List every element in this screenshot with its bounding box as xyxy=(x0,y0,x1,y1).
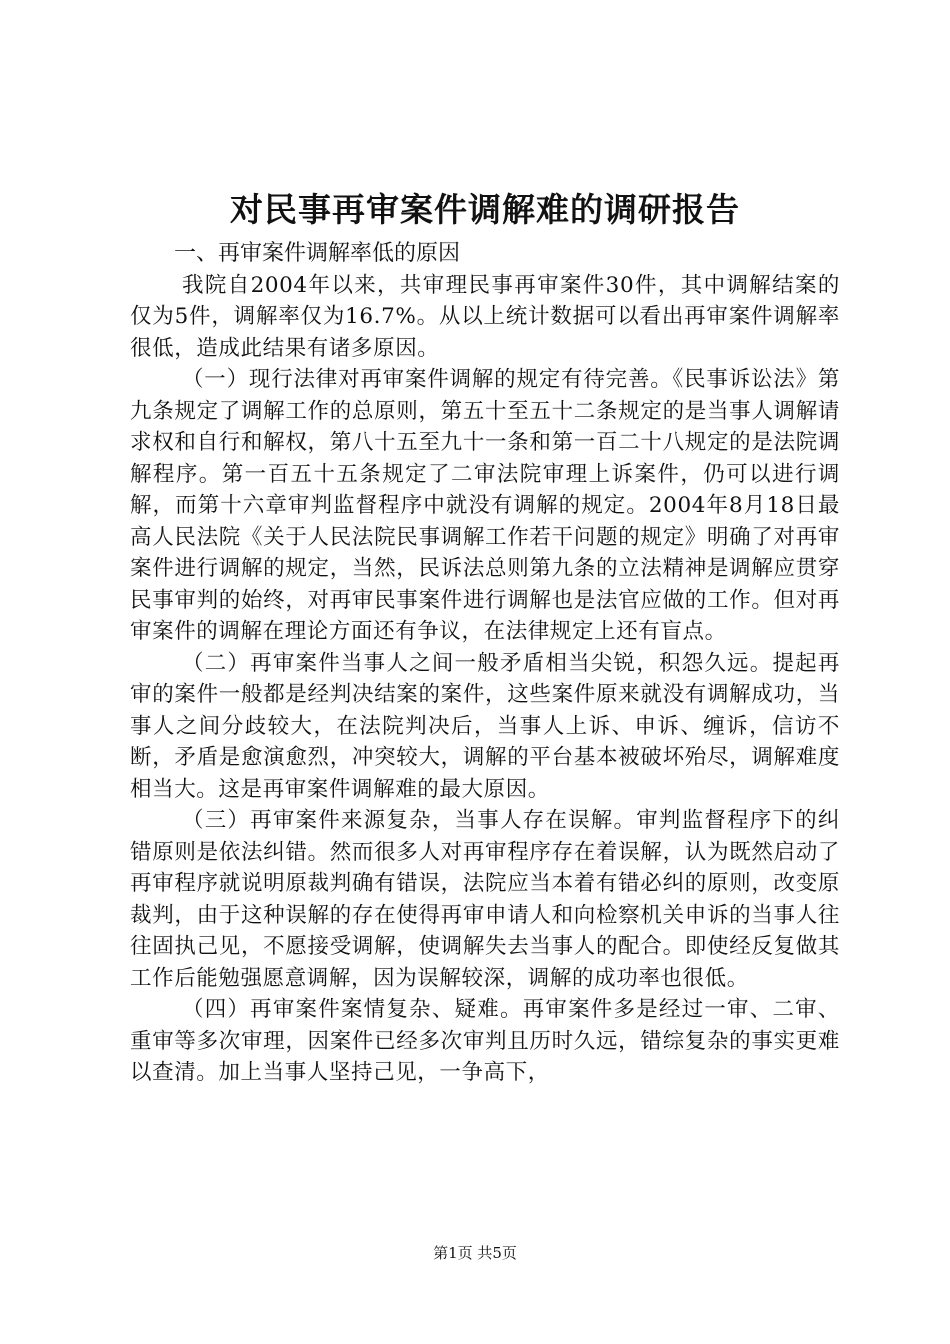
paragraph-point-2: （二）再审案件当事人之间一般矛盾相当尖锐，积怨久远。提起再审的案件一般都是经判决结案的案件，这些案件原来就没有调解成功，当事人之间分歧较大，在法院判决后，当事人上诉、申诉、缠诉，信访不断，矛盾是愈演愈烈，冲突较大，调解的平台基本被破坏殆尽，调解难度相当大。这是再审案件调解难的最大原因。 xyxy=(130,650,840,802)
paragraph-intro: 我院自2004年以来，共审理民事再审案件30件，其中调解结案的仅为5件，调解率仅为16.7%。从以上统计数据可以看出再审案件调解率很低，造成此结果有诸多原因。 xyxy=(130,272,840,361)
paragraph-point-4: （四）再审案件案情复杂、疑难。再审案件多是经过一审、二审、重审等多次审理，因案件已经多次审判且历时久远，错综复杂的事实更难以查清。加上当事人坚持己见，一争高下， xyxy=(130,997,840,1085)
document-title: 对民事再审案件调解难的调研报告 xyxy=(230,190,740,229)
page-footer: 第1页 共5页 xyxy=(433,1244,517,1262)
paragraph-point-1: （一）现行法律对再审案件调解的规定有待完善。《民事诉讼法》第九条规定了调解工作的总原则，第五十至五十二条规定的是当事人调解请求权和自行和解权，第八十五至九十一条和第一百二十八规定的是法院调解程序。第一百五十五条规定了二审法院审理上诉案件，仍可以进行调解，而第十六章审判监督程序中就没有调解的规定。2004年8月18日最高人民法院《关于人民法院民事调解工作若干问题的规定》明确了对再审案件进行调解的规定，当然，民诉法总则第九条的立法精神是调解应贯穿民事审判的始终，对再审民事案件进行调解也是法官应做的工作。但对再审案件的调解在理论方面还有争议，在法律规定上还有盲点。 xyxy=(130,367,840,644)
section-heading: 一、再审案件调解率低的原因 xyxy=(174,241,461,266)
paragraph-point-3: （三）再审案件来源复杂，当事人存在误解。审判监督程序下的纠错原则是依法纠错。然而很多人对再审程序存在着误解，认为既然启动了再审程序就说明原裁判确有错误，法院应当本着有错必纠的原则，改变原裁判，由于这种误解的存在使得再审申请人和向检察机关申诉的当事人往往固执己见，不愿接受调解，使调解失去当事人的配合。即使经反复做其工作后能勉强愿意调解，因为误解较深，调解的成功率也很低。 xyxy=(130,808,840,991)
document-body xyxy=(130,188,840,1089)
